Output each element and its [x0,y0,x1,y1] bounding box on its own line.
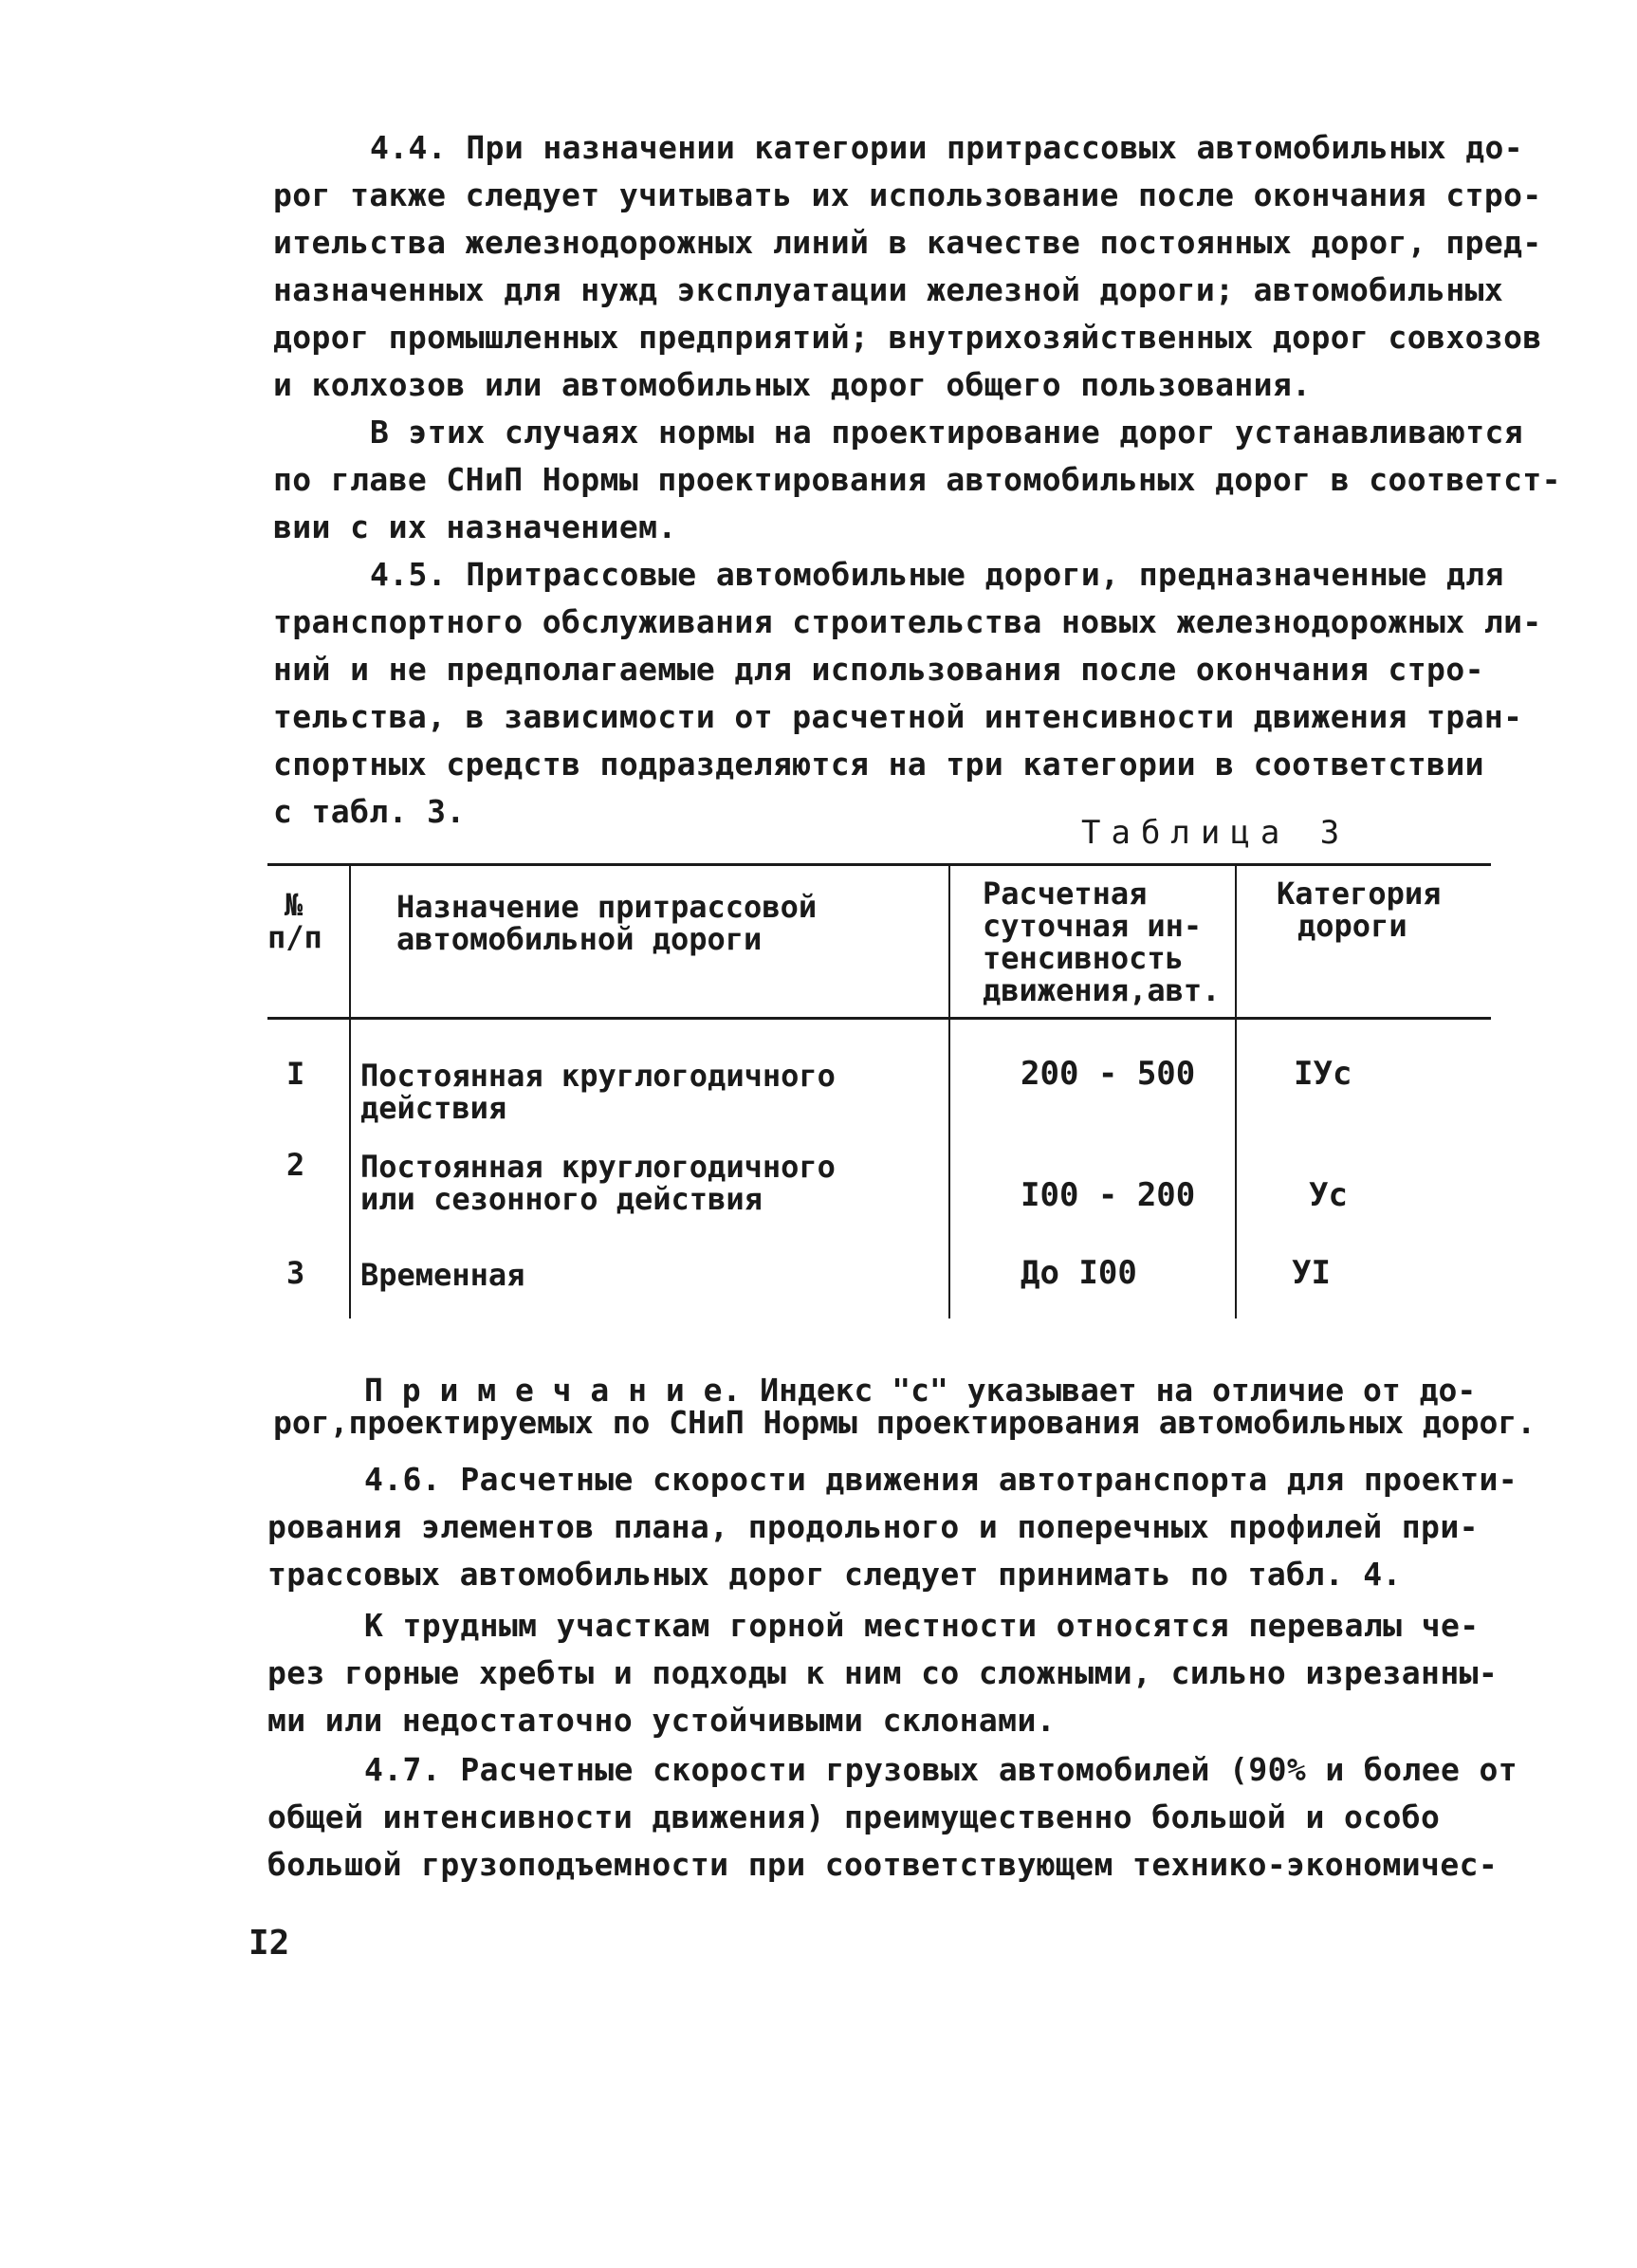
para-norms-line-1: В этих случаях нормы на проектирование дорог устанавливаются [370,414,1524,451]
table-row-3-category: УI [1292,1254,1331,1292]
header-purpose-line-1: Назначение притрассовой [396,889,818,925]
note-line-2: рог,проектируемых по СНиП Нормы проектирования автомобильных дорог. [273,1404,1536,1441]
header-intensity-line-3: тенсивность [983,940,1184,976]
header-num-line-2: п/п [267,919,322,955]
para-4-4-line-6: и колхозов или автомобильных дорог общего пользования. [273,366,1312,403]
table-row-2-purpose-line-2: или сезонного действия [360,1181,763,1217]
para-4-5-line-2: транспортного обслуживания строительства новых железнодорожных ли- [273,603,1542,640]
note-line-1: П р и м е ч а н и е. Индекс "с" указывает на отличие от до- [364,1372,1477,1409]
table-caption: Таблица 3 [1081,814,1351,852]
para-4-7-line-2: общей интенсивности движения) преимущественно большой и особо [267,1798,1441,1835]
header-purpose-line-2: автомобильной дороги [396,921,763,957]
page-number: I2 [248,1924,290,1963]
table-top-rule [267,863,1491,866]
table-row-3-intensity: До I00 [1021,1254,1137,1292]
header-category-line-2: дороги [1297,908,1407,944]
table-row-3-purpose-line-1: Временная [360,1257,525,1293]
para-4-5-line-3: ний и не предполагаемые для использования после окончания стро- [273,651,1484,688]
table-row-2-category: Ус [1309,1176,1348,1214]
para-norms-line-3: вии с их назначением. [273,508,677,545]
para-4-6-line-1: 4.6. Расчетные скорости движения автотранспорта для проекти- [364,1461,1518,1498]
para-4-6-line-2: рования элементов плана, продольного и поперечных профилей при- [267,1508,1479,1545]
table-row-1-intensity: 200 - 500 [1021,1055,1196,1093]
table-vline-2 [948,865,950,1318]
header-intensity-line-1: Расчетная [983,876,1148,912]
para-mountain-line-2: рез горные хребты и подходы к ним со сложными, сильно изрезанны- [267,1654,1499,1691]
para-norms-line-2: по главе СНиП Нормы проектирования автомобильных дорог в соответст- [273,461,1561,498]
para-4-4-line-1: 4.4. При назначении категории притрассовых автомобильных до- [370,129,1524,166]
para-4-7-line-1: 4.7. Расчетные скорости грузовых автомобилей (90% и более от [364,1751,1518,1788]
para-mountain-line-3: ми или недостаточно устойчивыми склонами. [267,1702,1056,1739]
table-row-1-num: I [286,1056,305,1092]
para-4-5-line-6: с табл. 3. [273,793,466,830]
para-4-4-line-5: дорог промышленных предприятий; внутрихозяйственных дорог совхозов [273,319,1542,356]
para-4-5-line-4: тельства, в зависимости от расчетной интенсивности движения тран- [273,698,1523,735]
para-4-7-line-3: большой грузоподъемности при соответствующем технико-экономичес- [267,1846,1499,1883]
para-mountain-line-1: К трудным участкам горной местности относятся перевалы че- [364,1607,1480,1644]
para-4-5-line-1: 4.5. Притрассовые автомобильные дороги, предназначенные для [370,556,1504,593]
header-intensity-line-2: суточная ин- [983,908,1203,944]
table-row-2-purpose-line-1: Постоянная круглогодичного [360,1149,836,1185]
table-row-2-intensity: I00 - 200 [1021,1176,1196,1214]
header-category-line-1: Категория [1277,876,1442,912]
para-4-4-line-3: ительства железнодорожных линий в качестве постоянных дорог, пред- [273,224,1542,261]
header-intensity-line-4: движения,авт. [983,972,1221,1008]
para-4-4-line-4: назначенных для нужд эксплуатации железной дороги; автомобильных [273,271,1504,308]
table-header-rule [267,1017,1491,1020]
table-row-1-purpose-line-1: Постоянная круглогодичного [360,1058,836,1094]
table-row-1-category: IУс [1294,1055,1352,1093]
table-vline-3 [1235,865,1237,1318]
table-row-1-purpose-line-2: действия [360,1090,507,1126]
table-vline-1 [349,865,351,1318]
table-row-2-num: 2 [286,1147,305,1183]
table-row-3-num: 3 [286,1255,305,1291]
para-4-5-line-5: спортных средств подразделяются на три категории в соответствии [273,746,1484,783]
header-num-line-1: № [285,887,303,923]
para-4-4-line-2: рог также следует учитывать их использование после окончания стро- [273,176,1542,213]
para-4-6-line-3: трассовых автомобильных дорог следует принимать по табл. 4. [267,1556,1402,1593]
